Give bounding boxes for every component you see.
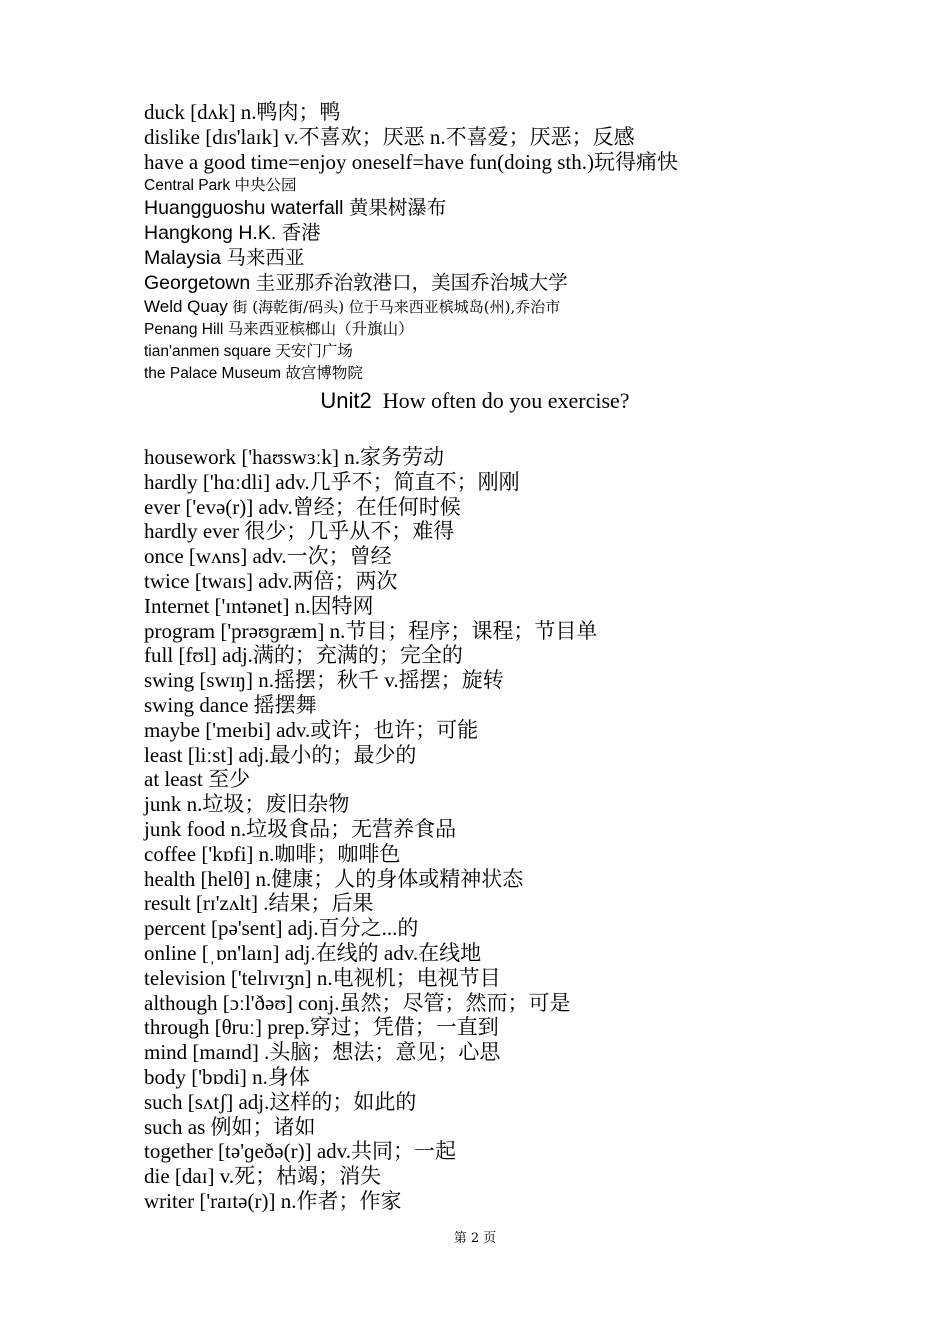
vocab-entry: result [rɪ'zʌlt] .结果；后果 [144,891,374,916]
vocab-entry: body ['bɒdi] n.身体 [144,1064,310,1089]
vocab-entry: swing dance 摇摆舞 [144,692,317,717]
vocab-entry: full [fʊl] adj.满的；充满的；完全的 [144,643,463,668]
vocab-entry: ever ['evə(r)] adv.曾经；在任何时候 [144,494,461,519]
vocab-entry: although [ɔːl'ðəʊ] conj.虽然；尽管；然而；可是 [144,990,571,1015]
vocab-entry: percent [pə'sent] adj.百分之...的 [144,916,419,941]
vocab-entry: junk food n.垃圾食品；无营养食品 [144,816,457,841]
place-weld-quay: Weld Quay 街 (海乾街/码头) 位于马来西亚槟城岛(州),乔治市 [144,296,561,316]
vocab-entry: at least 至少 [144,767,251,792]
vocab-entry: least [liːst] adj.最小的；最少的 [144,742,417,767]
vocab-entry: junk n.垃圾；废旧杂物 [144,792,350,817]
vocab-entry: hardly ever 很少；几乎从不；难得 [144,519,455,544]
vocab-entry: together [tə'ɡeðə(r)] adv.共同；一起 [144,1139,457,1164]
place-georgetown: Georgetown 圭亚那乔治敦港口，美国乔治城大学 [144,270,568,294]
vocab-entry: such as 例如；诸如 [144,1114,316,1139]
place-tiananmen-square: tian'anmen square 天安门广场 [144,341,353,360]
vocab-entry: online [ˌɒn'laɪn] adj.在线的 adv.在线地 [144,940,482,965]
vocab-entry: hardly ['hɑːdli] adv.几乎不；简直不；刚刚 [144,469,520,494]
place-penang-hill: Penang Hill 马来西亚槟榔山（升旗山） [144,319,414,338]
vocab-entry: once [wʌns] adv.一次；曾经 [144,544,392,569]
unit-question: How often do you exercise? [382,388,630,413]
vocab-entry: swing [swɪŋ] n.摇摆；秋千 v.摇摆；旋转 [144,668,504,693]
unit-title [0,387,950,415]
vocab-entry: writer ['raɪtə(r)] n.作者；作家 [144,1188,402,1213]
vocab-entry: die [daɪ] v.死；枯竭；消失 [144,1164,382,1189]
vocab-entry: twice [twaɪs] adv.两倍；两次 [144,568,398,593]
top-section [144,100,844,384]
vocab-entry-duck: duck [dʌk] n.鸭肉；鸭 [144,100,341,124]
vocab-entry: health [helθ] n.健康；人的身体或精神状态 [144,866,524,891]
place-central-park: Central Park 中央公园 [144,176,297,195]
vocab-entry: program ['prəʊɡræm] n.节目；程序；课程；节目单 [144,618,598,643]
vocab-entry-have-a-good-time: have a good time=enjoy oneself=have fun(doing sth.)玩得痛快 [144,149,678,174]
place-malaysia: Malaysia 马来西亚 [144,245,305,269]
vocab-entry: television ['telɪvɪʒn] n.电视机；电视节目 [144,965,501,990]
vocab-entry: coffee ['kɒfi] n.咖啡；咖啡色 [144,841,401,866]
vocab-entry: through [θruː] prep.穿过；凭借；一直到 [144,1015,499,1040]
vocab-entry: such [sʌtʃ] adj.这样的；如此的 [144,1089,417,1114]
vocab-entry: Internet ['ɪntənet] n.因特网 [144,593,374,618]
vocab-entry: maybe ['meɪbi] adv.或许；也许；可能 [144,717,479,742]
vocab-entry: mind [maɪnd] .头脑；想法；意见；心思 [144,1040,501,1065]
unit-label: Unit2 [320,388,372,413]
page-number: 第 2 页 [453,1231,497,1246]
place-palace-museum: the Palace Museum 故宫博物院 [144,363,363,382]
place-huangguoshu-waterfall: Huangguoshu waterfall 黄果树瀑布 [144,196,447,220]
vocab-entry: housework ['haʊswɜːk] n.家务劳动 [144,445,445,469]
place-hangkong: Hangkong H.K. 香港 [144,221,321,245]
vocab-entry-dislike: dislike [dɪs'laɪk] v.不喜欢；厌恶 n.不喜爱；厌恶；反感 [144,124,635,149]
vocab-list [144,445,844,1214]
